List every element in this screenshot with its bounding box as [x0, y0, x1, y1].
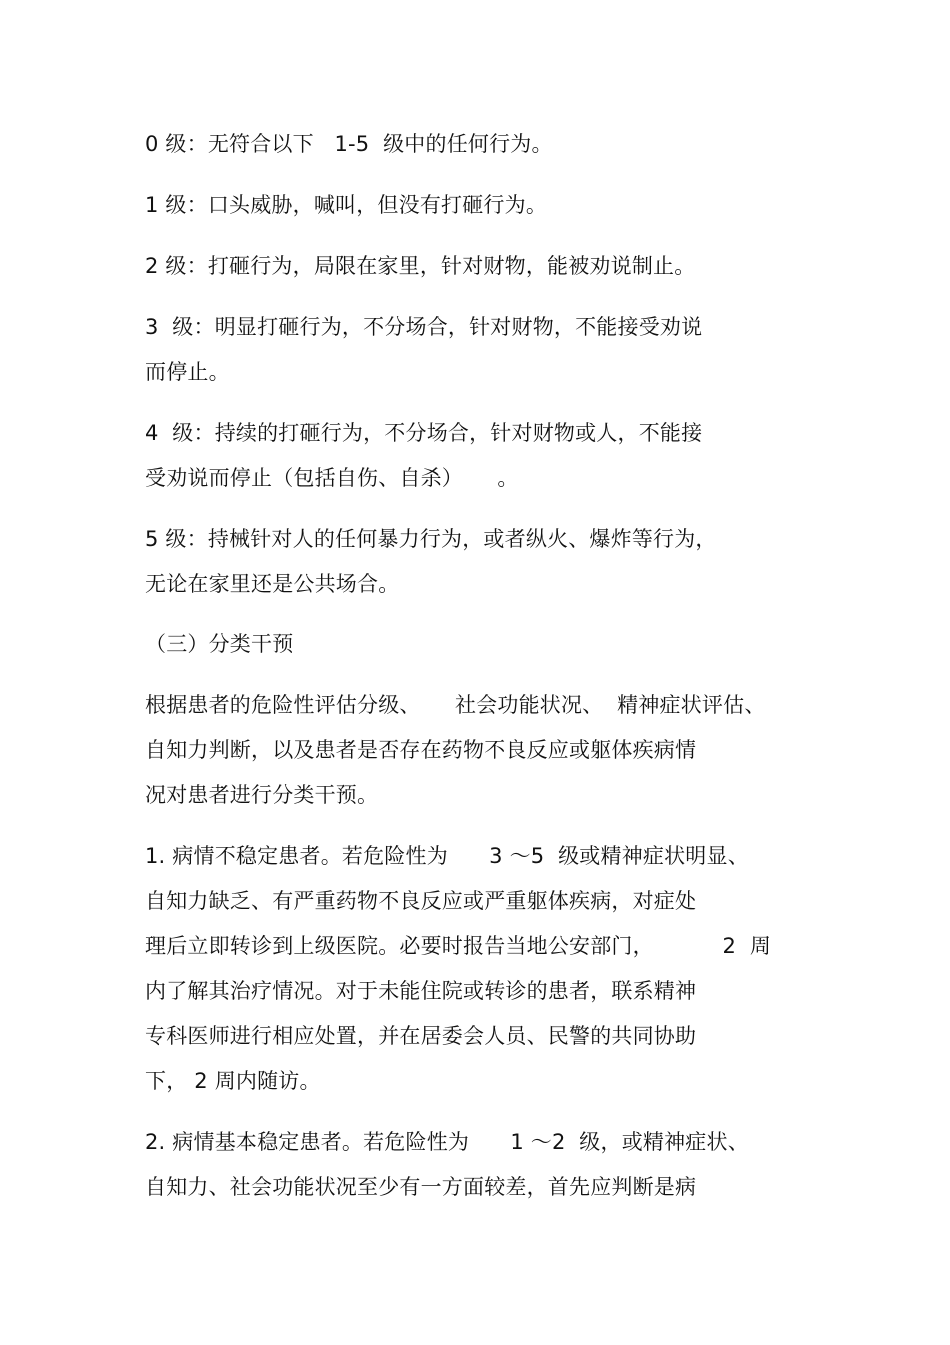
text-line: 2. 病情基本稳定患者。若危险性为 1 ～2 级，或精神症状、 [145, 1130, 749, 1154]
text-line: 自知力缺乏、有严重药物不良反应或严重躯体疾病，对症处 [145, 889, 697, 913]
text-line: 1. 病情不稳定患者。若危险性为 3 ～5 级或精神症状明显、 [145, 844, 749, 868]
text-line: 自知力、社会功能状况至少有一方面较差，首先应判断是病 [145, 1175, 697, 1199]
text-line: 受劝说而停止（包括自伤、自杀） 。 [145, 466, 519, 490]
text-line: 况对患者进行分类干预。 [145, 783, 379, 807]
text-line: 而停止。 [145, 360, 230, 384]
text-line: 专科医师进行相应处置，并在居委会人员、民警的共同协助 [145, 1024, 697, 1048]
text-line: 自知力判断，以及患者是否存在药物不良反应或躯体疾病情 [145, 738, 697, 762]
text-line: 根据患者的危险性评估分级、 社会功能状况、 精神症状评估、 [145, 693, 766, 717]
text-line: 3 级：明显打砸行为，不分场合，针对财物，不能接受劝说 [145, 315, 703, 339]
text-line: 4 级：持续的打砸行为，不分场合，针对财物或人，不能接 [145, 421, 703, 445]
section-heading: （三）分类干预 [145, 632, 294, 656]
text-line: 下， 2 周内随访。 [145, 1069, 321, 1093]
text-line: 1 级：口头威胁，喊叫，但没有打砸行为。 [145, 193, 548, 217]
text-line: 无论在家里还是公共场合。 [145, 572, 400, 596]
text-line: 2 级：打砸行为，局限在家里，针对财物，能被劝说制止。 [145, 254, 696, 278]
text-line: 0 级：无符合以下 1-5 级中的任何行为。 [145, 132, 553, 156]
text-line: 理后立即转诊到上级医院。必要时报告当地公安部门， 2 周 [145, 934, 772, 958]
text-line: 内了解其治疗情况。对于未能住院或转诊的患者，联系精神 [145, 979, 697, 1003]
text-line: 5 级：持械针对人的任何暴力行为，或者纵火、爆炸等行为， [145, 527, 717, 551]
